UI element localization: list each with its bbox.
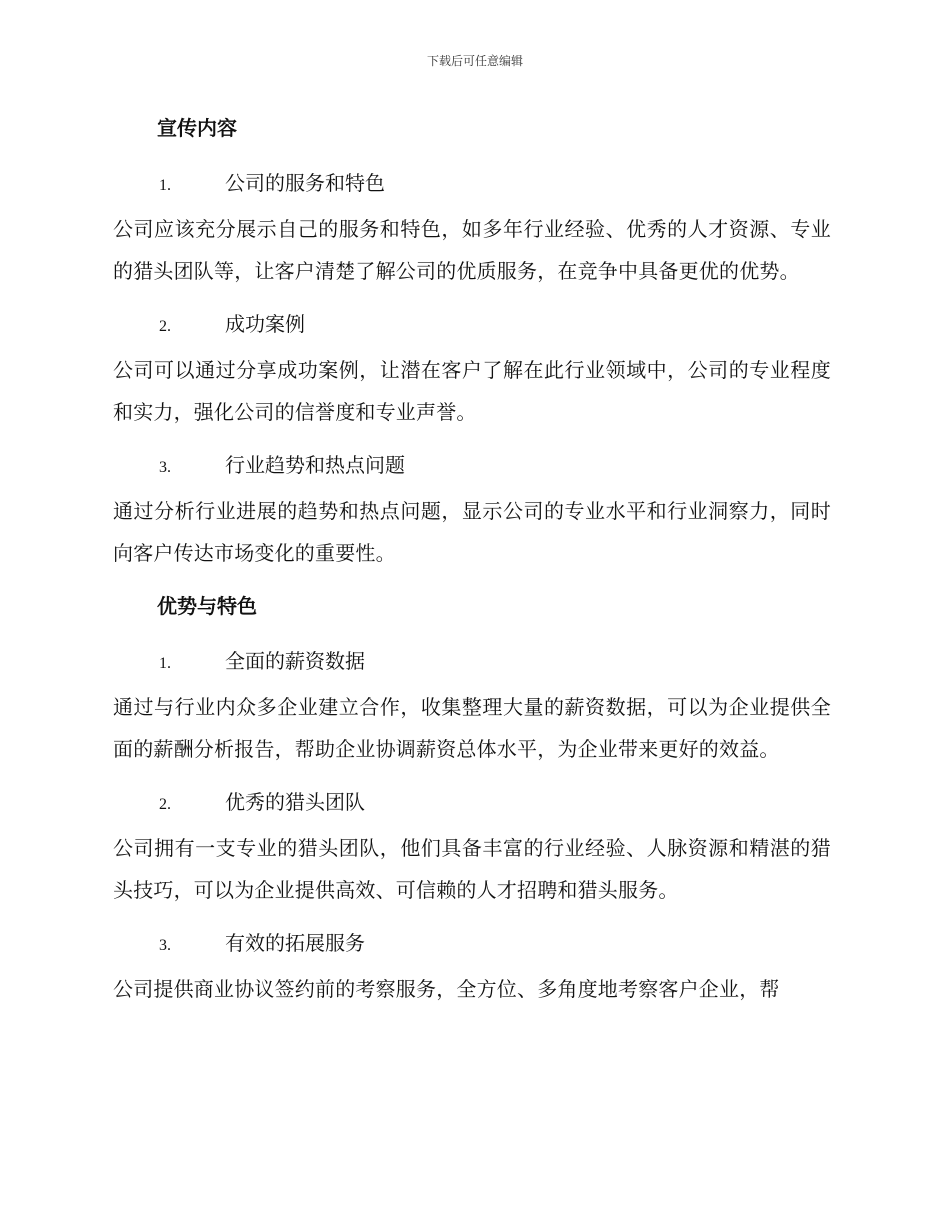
item-title: 全面的薪资数据 [225, 649, 365, 673]
item-paragraph: 通过与行业内众多企业建立合作，收集整理大量的薪资数据，可以为企业提供全面的薪酬分析报告，帮助企业协调薪资总体水平，为企业带来更好的效益。 [113, 695, 831, 761]
item-paragraph: 通过分析行业进展的趋势和热点问题，显示公司的专业水平和行业洞察力，同时向客户传达市场变化的重要性。 [113, 499, 831, 565]
header-note: 下载后可任意编辑 [426, 54, 523, 68]
item-number: 3. [159, 937, 171, 954]
item-paragraph: 公司拥有一支专业的猎头团队，他们具备丰富的行业经验、人脉资源和精湛的猎头技巧，可以为企业提供高效、可信赖的人才招聘和猎头服务。 [113, 836, 831, 902]
item-title: 行业趋势和热点问题 [225, 453, 405, 477]
item-number: 1. [159, 655, 171, 672]
item-paragraph: 公司应该充分展示自己的服务和特色，如多年行业经验、优秀的人才资源、专业的猎头团队等，让客户清楚了解公司的优质服务，在竞争中具备更优的优势。 [113, 217, 831, 283]
item-heading [113, 782, 831, 825]
section-title-promotion: 宣传内容 [157, 116, 237, 140]
item-heading [113, 163, 831, 206]
section-title-advantages: 优势与特色 [157, 594, 257, 618]
item-paragraph: 公司可以通过分享成功案例，让潜在客户了解在此行业领域中，公司的专业程度和实力，强化公司的信誉度和专业声誉。 [113, 358, 831, 424]
item-title: 成功案例 [225, 312, 305, 336]
item-heading [113, 304, 831, 347]
item-number: 3. [159, 459, 171, 476]
item-title: 优秀的猎头团队 [225, 790, 365, 814]
item-title: 公司的服务和特色 [225, 171, 385, 195]
item-heading [113, 641, 831, 684]
item-number: 2. [159, 796, 171, 813]
item-heading [113, 923, 831, 966]
document-body [113, 108, 831, 1022]
item-paragraph: 公司提供商业协议签约前的考察服务，全方位、多角度地考察客户企业，帮 [113, 977, 780, 1001]
item-title: 有效的拓展服务 [225, 931, 365, 955]
item-number: 2. [159, 318, 171, 335]
item-number: 1. [159, 177, 171, 194]
item-heading [113, 445, 831, 488]
